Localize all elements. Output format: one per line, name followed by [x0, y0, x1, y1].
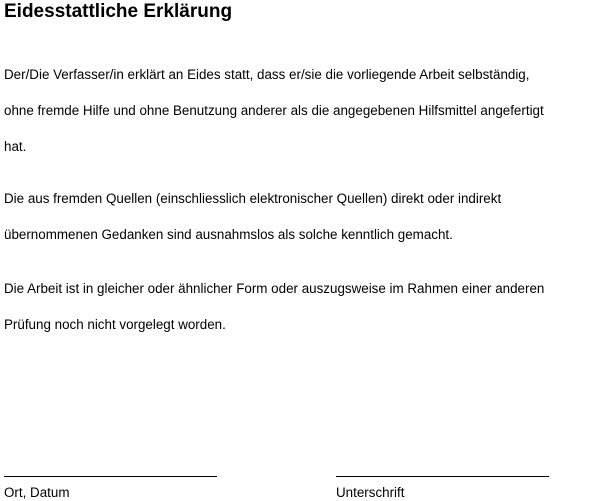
paragraph-authorship-declaration — [4, 57, 613, 165]
paragraph-line: ohne fremde Hilfe und ohne Benutzung anderer als die angegebenen Hilfsmittel angefertigt — [4, 103, 544, 118]
paragraph-line: Die Arbeit ist in gleicher oder ähnlicher Form oder auszugsweise im Rahmen einer anderen — [4, 281, 545, 296]
document-title: Eidesstattliche Erklärung — [4, 1, 233, 22]
signature-line — [336, 476, 549, 477]
paragraph-line: Der/Die Verfasser/in erklärt an Eides statt, dass er/sie die vorliegende Arbeit selbständig, — [4, 67, 530, 82]
signature-label: Unterschrift — [336, 485, 405, 500]
paragraph-line: hat. — [4, 139, 27, 154]
paragraph-line: Prüfung noch nicht vorgelegt worden. — [4, 317, 226, 332]
paragraph-sources-declaration — [4, 181, 613, 253]
paragraph-prior-submission-declaration — [4, 271, 613, 343]
paragraph-line: übernommenen Gedanken sind ausnahmslos als solche kenntlich gemacht. — [4, 227, 453, 242]
place-date-signature-line — [4, 476, 217, 477]
paragraph-line: Die aus fremden Quellen (einschliesslich elektronischer Quellen) direkt oder indirekt — [4, 191, 502, 206]
place-date-label: Ort, Datum — [4, 485, 70, 500]
